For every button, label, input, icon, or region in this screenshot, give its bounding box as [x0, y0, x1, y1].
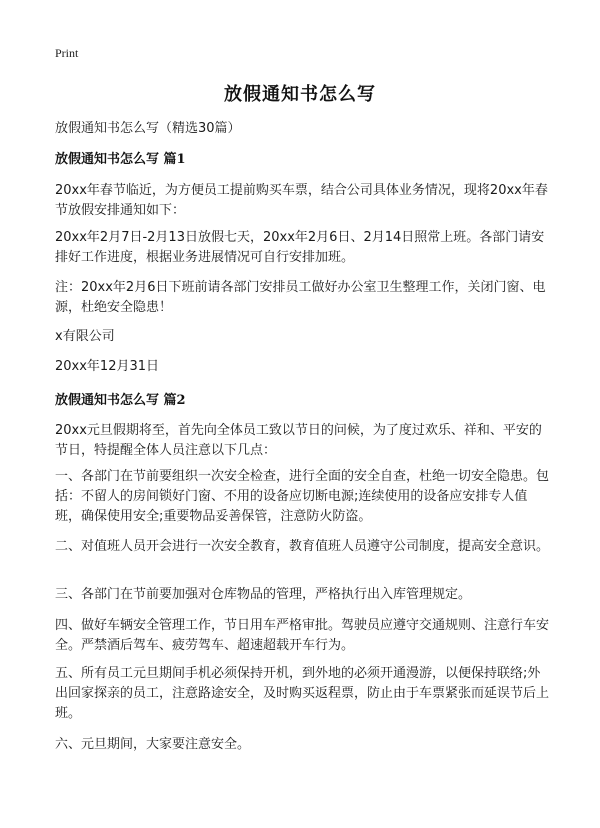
- section-1-heading: 放假通知书怎么写 篇1: [55, 152, 186, 167]
- page-title: 放假通知书怎么写: [224, 84, 376, 105]
- section-2-paragraph-6: 五、所有员工元旦期间手机必须保持开机，到外地的必须开通漫游，以便保持联络;外出回家探亲的员工，注意路途安全，及时购买返程票，防止由于车票紧张而延误节后上班。: [55, 666, 550, 721]
- section-1-date: 20xx年12月31日: [55, 359, 160, 374]
- section-1-company: x有限公司: [55, 329, 115, 344]
- section-2-heading: 放假通知书怎么写 篇2: [55, 393, 186, 408]
- section-1-paragraph-1: 20xx年春节临近，为方便员工提前购买车票，结合公司具体业务情况，现将20xx年春节放假安排通知如下：: [55, 183, 548, 218]
- print-label[interactable]: Print: [55, 46, 79, 60]
- section-2-paragraph-1: 20xx元旦假期将至，首先向全体员工致以节日的问候，为了度过欢乐、祥和、平安的节日，特提醒全体人员注意以下几点：: [55, 423, 542, 458]
- section-2-paragraph-5: 四、做好车辆安全管理工作，节日用车严格审批。驾驶员应遵守交通规则、注意行车安全。严禁酒后驾车、疲劳驾车、超速超载开车行为。: [55, 618, 550, 653]
- section-1-paragraph-2: 20xx年2月7日-2月13日放假七天，20xx年2月6日、2月14日照常上班。各部门请安排好工作进度，根据业务进展情况可自行安排加班。: [55, 230, 545, 265]
- document-subtitle: 放假通知书怎么写（精选30篇）: [55, 121, 241, 136]
- section-2-paragraph-4: 三、各部门在节前要加强对仓库物品的管理，严格执行出入库管理规定。: [55, 587, 472, 602]
- section-2-paragraph-2: 一、各部门在节前要组织一次安全检查，进行全面的安全自查，杜绝一切安全隐患。包括：不留人的房间锁好门窗、不用的设备应切断电源;连续使用的设备应安排专人值班，确保使用安全;重要物品妥善保管，注意防火防盗。: [55, 469, 550, 524]
- section-2-paragraph-7: 六、元旦期间，大家要注意安全。: [55, 737, 251, 752]
- section-1-note: 注：20xx年2月6日下班前请各部门安排员工做好办公室卫生整理工作，关闭门窗、电源，杜绝安全隐患！: [55, 280, 546, 315]
- section-2-paragraph-3: 二、对值班人员开会进行一次安全教育，教育值班人员遵守公司制度，提高安全意识。: [55, 539, 550, 554]
